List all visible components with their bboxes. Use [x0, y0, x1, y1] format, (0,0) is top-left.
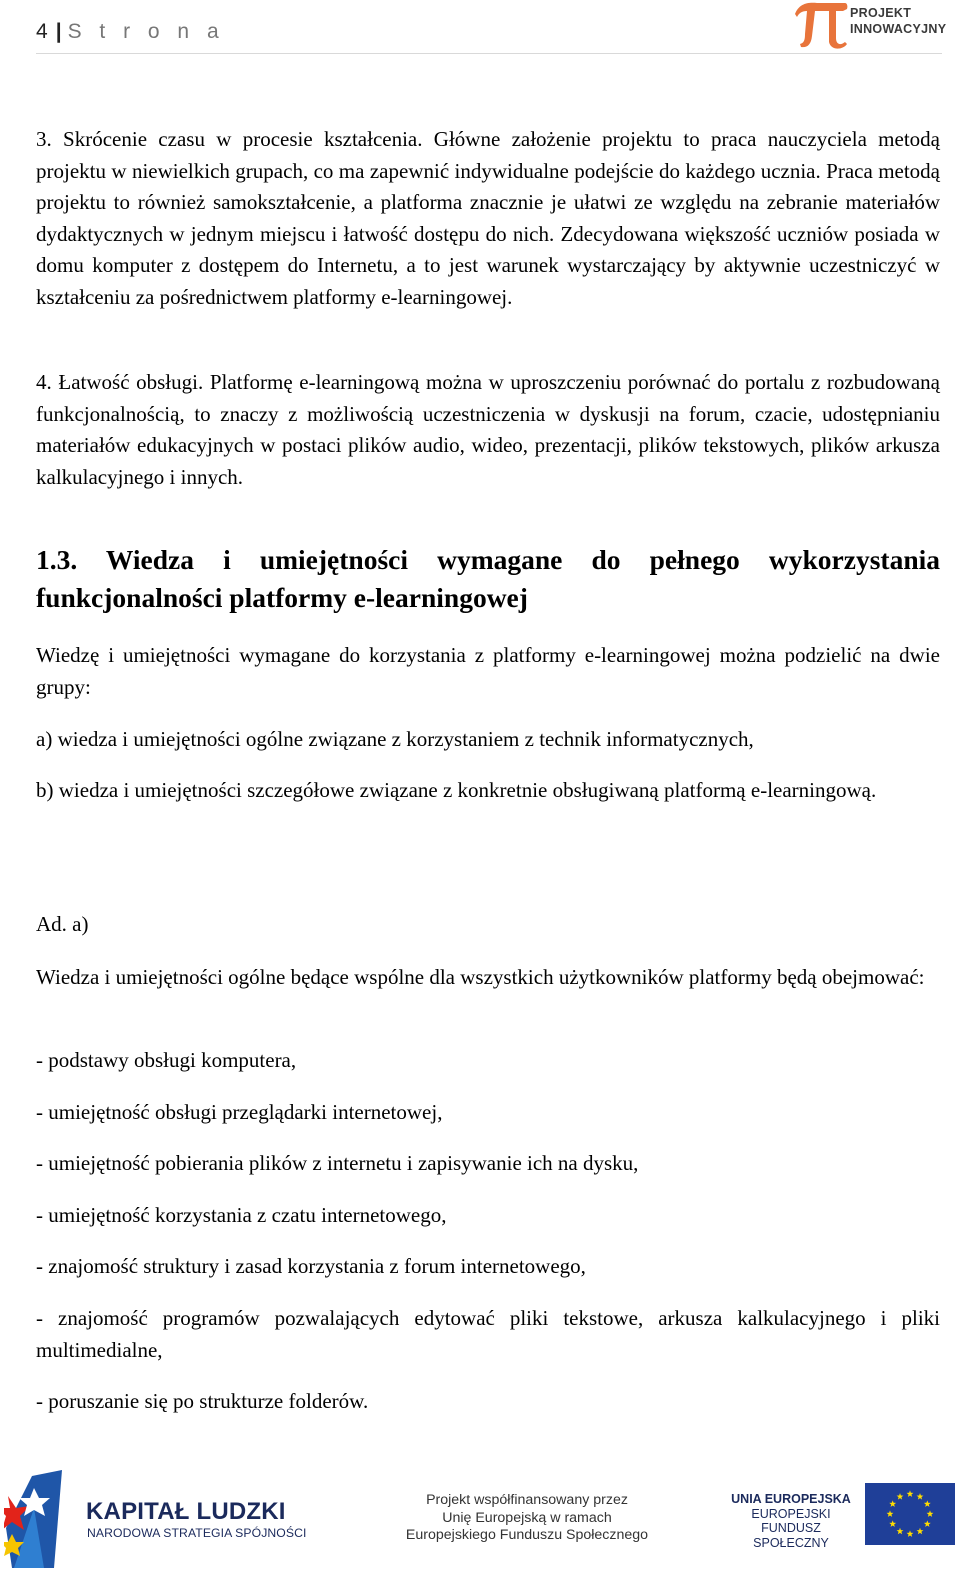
logo-line2: INNOWACYJNY — [850, 22, 947, 36]
page-word: S t r o n a — [67, 20, 225, 43]
bullet-item: - poruszanie się po strukturze folderów. — [36, 1389, 369, 1413]
eu-line2: EUROPEJSKI — [751, 1506, 831, 1521]
page-number: 4 — [36, 20, 48, 43]
bullet-item: - znajomość programów pozwalających edytować pliki tekstowe, arkusza kalkulacyjnego i pliki multimedialne, — [36, 1306, 940, 1362]
section-heading: 1.3. Wiedza i umiejętności wymagane do pełnego wykorzystania funkcjonalności platformy e-learningowej — [36, 544, 940, 613]
pi-icon — [793, 0, 849, 50]
ad-a-label: Ad. a) — [36, 912, 89, 936]
logo-line1: PROJEKT — [850, 6, 912, 20]
cofinancing-line1: Projekt współfinansowany przez — [426, 1492, 628, 1508]
kapital-ludzki-emblem-icon — [4, 1468, 74, 1568]
cofinancing-line3: Europejskiego Funduszu Społecznego — [405, 1527, 649, 1543]
eu-line1: UNIA EUROPEJSKA — [731, 1492, 851, 1506]
page-footer — [0, 1462, 960, 1569]
kapital-ludzki-title: KAPITAŁ LUDZKI — [86, 1498, 286, 1525]
list-item-b: b) wiedza i umiejętności szczegółowe związane z konkretnie obsługiwaną platformą e-learningową. — [36, 778, 877, 802]
projekt-innowacyjny-logo — [793, 0, 953, 52]
paragraph-4: 4. Łatwość obsługi. Platformę e-learningową można w uproszczeniu porównać do portalu z rozbudowaną funkcjonalnością, to znaczy z możliwością uczestniczenia w dyskusji na forum, czacie, udostępnianiu materiałów edukacyjnych w postaci plików audio, wideo, prezentacji, plików tekstowych, plików arkusza kalkulacyjnego i innych. — [36, 370, 940, 489]
eu-line3: FUNDUSZ SPOŁECZNY — [753, 1521, 829, 1550]
page-number-separator: | — [55, 20, 62, 43]
bullet-item: - znajomość struktury i zasad korzystania z forum internetowego, — [36, 1254, 586, 1278]
bullet-item: - umiejętność pobierania plików z internetu i zapisywanie ich na dysku, — [36, 1151, 639, 1175]
paragraph-3: 3. Skrócenie czasu w procesie kształcenia. Główne założenie projektu to praca nauczyciela metodą projektu w niewielkich grupach, co ma zapewnić indywidualne podejście do każdego ucznia. Praca metodą projektu to również samokształcenie, a platforma znacznie je ułatwi ze względu na zebranie materiałów dydaktycznych w jednym miejscu i łatwość dostępu do nich. Zdecydowana większość uczniów posiada w domu komputer z dostępem do Internetu, a to jest warunek wystarczający by aktywnie uczestniczyć w kształceniu za pośrednictwem platformy e-learningowej. — [36, 127, 940, 309]
eu-flag-icon — [865, 1483, 955, 1545]
page-number-label — [36, 20, 225, 44]
cofinancing-line2: Unię Europejską w ramach — [442, 1509, 612, 1526]
bullet-item: - podstawy obsługi komputera, — [36, 1048, 297, 1072]
list-item-a: a) wiedza i umiejętności ogólne związane z korzystaniem z technik informatycznych, — [36, 727, 754, 751]
intro-paragraph: Wiedzę i umiejętności wymagane do korzystania z platformy e-learningowej można podzielić na dwie grupy: — [36, 643, 940, 699]
general-knowledge-paragraph: Wiedza i umiejętności ogólne będące wspólne dla wszystkich użytkowników platformy będą obejmować: — [36, 965, 925, 989]
bullet-item: - umiejętność korzystania z czatu internetowego, — [36, 1203, 447, 1227]
kapital-ludzki-subtitle: NARODOWA STRATEGIA SPÓJNOŚCI — [87, 1526, 307, 1540]
bullet-item: - umiejętność obsługi przeglądarki internetowej, — [36, 1100, 443, 1124]
eu-label — [726, 1492, 856, 1550]
header-divider — [36, 53, 942, 54]
cofinancing-note — [398, 1492, 656, 1545]
